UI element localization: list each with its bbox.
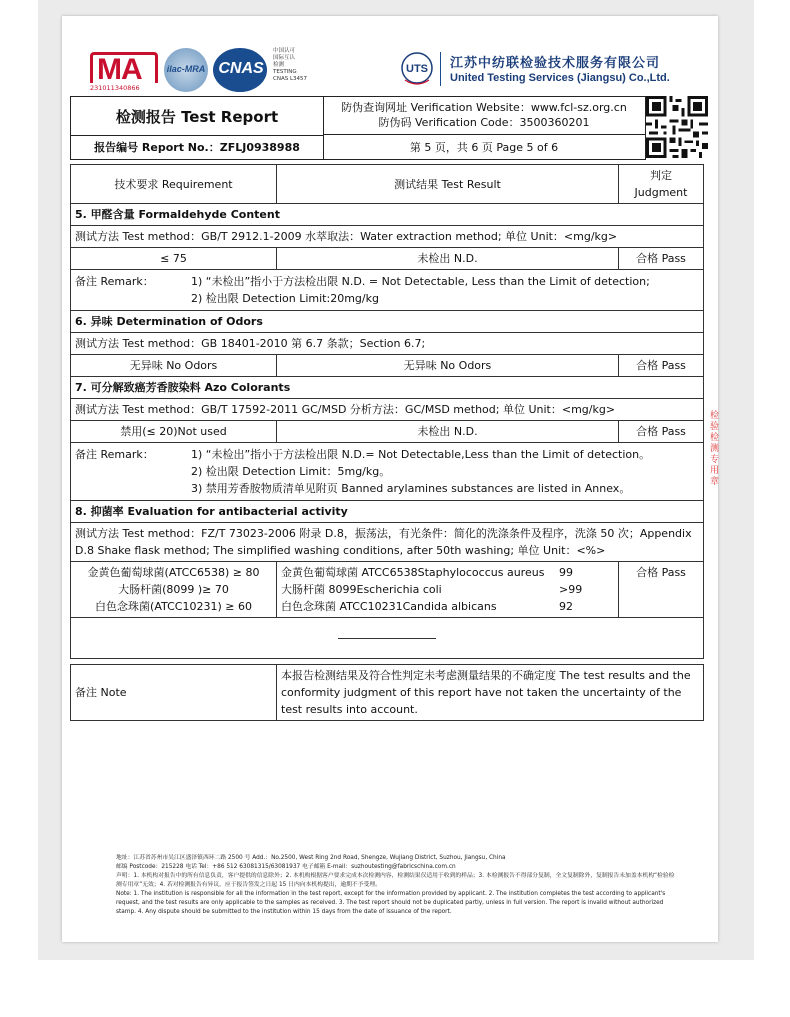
page-number: 第 5 页，共 6 页 Page 5 of 6 — [409, 141, 559, 154]
remark-line: 2) 检出限 Detection Limit:20mg/kg — [191, 292, 379, 305]
cnas-logo-text: CNAS — [218, 60, 264, 77]
table-row — [71, 399, 704, 421]
table-row — [71, 523, 704, 562]
list-item — [281, 564, 614, 581]
requirement-value: 白色念珠菌(ATCC10231) ≥ 60 — [95, 600, 252, 613]
remark-line: 1) “未检出”指小于方法检出限 N.D. = Not Detectable, Less than the Limit of detection; — [191, 275, 650, 288]
remark-cell — [71, 443, 704, 501]
requirement-list — [71, 562, 277, 618]
header-requirement: 技术要求 Requirement — [71, 165, 277, 204]
section-antibacterial — [71, 501, 704, 523]
judgment-value: 合格 Pass — [619, 421, 704, 443]
verification-code: 防伪码 Verification Code：3500360201 — [378, 116, 590, 129]
list-item — [281, 581, 614, 598]
requirement-value: 大肠杆菌(8099 )≥ 70 — [118, 583, 229, 596]
cnas-side-line: TESTING — [273, 69, 297, 75]
note-row — [71, 665, 704, 721]
test-method: 测试方法 Test method：GB/T 17592-2011 GC/MSD 分析方法：GC/MSD method; 单位 Unit：<mg/kg> — [71, 399, 704, 421]
footer-statement-cn: 声明：1. 本机构对报告中的所有信息负责，客户提供的信息除外；2. 本机构根据客户要求完成本次检测内容，检测结果仅适用于收到的样品；3. 本检测报告不得部分复制，全文复制除外，复制报告未加盖本机构“检验检测专用章”无效；4. 若对检测报告有异议，应于报告签发之日起 15 日内向本机构提出，逾期不予受理。 — [116, 873, 675, 888]
report-title: 检测报告 Test Report — [71, 97, 324, 136]
end-cell — [71, 618, 704, 659]
table-row — [71, 270, 704, 311]
table-row — [71, 226, 704, 248]
report-number: 报告编号 Report No.：ZFLJ0938988 — [71, 135, 324, 159]
report-header — [70, 96, 646, 160]
table-header-row — [71, 165, 704, 204]
note-text: 本报告检测结果及符合性判定未考虑测量结果的不确定度 The test results and the conformity judgment of this report have not taken the uncertainty of the test results into account. — [277, 665, 704, 721]
table-row — [71, 562, 704, 618]
section-title: 6. 异味 Determination of Odors — [71, 311, 704, 333]
section-formaldehyde — [71, 204, 704, 226]
section-title: 5. 甲醛含量 Formaldehyde Content — [71, 204, 704, 226]
svg-text:UTS: UTS — [406, 63, 428, 75]
result-value: 99 — [559, 566, 573, 579]
cnas-side-line: 中国认可 — [273, 48, 296, 54]
test-results-table — [70, 164, 704, 721]
requirement-value: 金黄色葡萄球菌(ATCC6538) ≥ 80 — [87, 566, 260, 579]
judgment-value: 合格 Pass — [619, 248, 704, 270]
remark-label: 备注 Remark： — [75, 275, 154, 288]
requirement-value: 禁用(≤ 20)Not used — [71, 421, 277, 443]
section-odors — [71, 311, 704, 333]
judgment-value: 合格 Pass — [619, 355, 704, 377]
test-method: 测试方法 Test method：GB 18401-2010 第 6.7 条款；Section 6.7; — [71, 333, 704, 355]
section-azo — [71, 377, 704, 399]
inspection-stamp: 检验检测专用章 — [710, 411, 720, 487]
remark-line: 3) 禁用芳香胺物质清单见附页 Banned arylamines substances are listed in Annex。 — [191, 482, 631, 495]
report-footer — [116, 854, 676, 917]
remark-line: 2) 检出限 Detection Limit：5mg/kg。 — [191, 465, 391, 478]
test-method: 测试方法 Test method：GB/T 2912.1-2009 水萃取法：Water extraction method; 单位 Unit：<mg/kg> — [71, 226, 704, 248]
result-list — [277, 562, 619, 618]
organism-name: 金黄色葡萄球菌 ATCC6538Staphylococcus aureus — [281, 566, 545, 579]
organism-name: 白色念珠菌 ATCC10231Candida albicans — [281, 600, 497, 613]
table-row — [71, 333, 704, 355]
end-of-report-row — [71, 618, 704, 659]
table-row — [71, 248, 704, 270]
cnas-side-text — [273, 48, 333, 83]
ilac-logo-text: ilac-MRA — [166, 64, 206, 74]
result-value: 未检出 N.D. — [277, 421, 619, 443]
cnas-side-line: CNAS L3457 — [273, 76, 308, 82]
qr-code-icon — [646, 96, 708, 158]
result-value: >99 — [559, 583, 583, 596]
table-row — [71, 421, 704, 443]
list-item — [281, 598, 614, 615]
note-label — [71, 665, 277, 721]
header-test-result: 测试结果 Test Result — [277, 165, 619, 204]
requirement-value: ≤ 75 — [71, 248, 277, 270]
organism-name: 大肠杆菌 8099Escherichia coli — [281, 583, 442, 596]
remark-cell — [71, 270, 704, 311]
judgment-value: 合格 Pass — [619, 562, 704, 618]
footer-statement-en: Note: 1. The institution is responsible for all the information in the test report, except for the information provided by applicant. 2. The institution completes the test according to applicant's request, and the test results are only applicable to the samples as received. 3. The test report should not be duplicated partly, unless in full version. The report is invalid without authorized stamp. 4. Any dispute should be submitted to the institution within 15 days from the date of issuance of the report. — [116, 891, 666, 915]
footer-address: 地址：江苏省苏州市吴江区盛泽镇西环二路 2500 号 Add.：No.2500, West Ring 2nd Road, Shengze, Wujiang District, Suzhou, Jiangsu, China — [116, 855, 506, 861]
cma-logo-text: MA — [90, 52, 158, 83]
verification-website: 防伪查询网址 Verification Website：www.fcl-sz.org.cn — [341, 101, 627, 114]
table-row — [71, 355, 704, 377]
verification-box — [323, 97, 645, 135]
section-title: 7. 可分解致癌芳香胺染料 Azo Colorants — [71, 377, 704, 399]
end-line — [338, 638, 436, 639]
cnas-side-line: 检测 — [273, 62, 285, 68]
remark-label: 备注 Remark： — [75, 448, 154, 461]
note-label-text: 备注 Note — [75, 686, 127, 699]
cma-number: 231011340866 — [90, 84, 140, 92]
result-value: 无异味 No Odors — [277, 355, 619, 377]
cnas-side-line: 国际互认 — [273, 55, 296, 61]
logo-divider — [440, 52, 441, 86]
cma-logo — [90, 52, 160, 92]
footer-contact: 邮编 Postcode：215228 电话 Tel：+86 512 63081315/63081937 电子邮箱 E-mail：suzhoutesting@fabricschina.com.cn — [116, 864, 456, 870]
test-method: 测试方法 Test method：FZ/T 73023-2006 附录 D.8，振荡法，有光条件：简化的洗涤条件及程序，洗涤 50 次；Appendix D.8 Shake flask method; The simplified washing conditions, after 50th washing; 单位 Unit：<%> — [71, 523, 704, 562]
header-judgment: 判定 Judgment — [619, 165, 704, 204]
company-name-en: United Testing Services (Jiangsu) Co.,Ltd. — [450, 72, 670, 84]
requirement-value: 无异味 No Odors — [71, 355, 277, 377]
section-title: 8. 抑菌率 Evaluation for antibacterial activity — [71, 501, 704, 523]
uts-logo-icon — [400, 50, 434, 90]
table-row — [71, 443, 704, 501]
result-value: 未检出 N.D. — [277, 248, 619, 270]
result-value: 92 — [559, 600, 573, 613]
report-page — [62, 16, 718, 942]
company-name-cn: 江苏中纺联检验技术服务有限公司 — [450, 56, 661, 71]
remark-line: 1) “未检出”指小于方法检出限 N.D.= Not Detectable,Less than the Limit of detection。 — [191, 448, 651, 461]
